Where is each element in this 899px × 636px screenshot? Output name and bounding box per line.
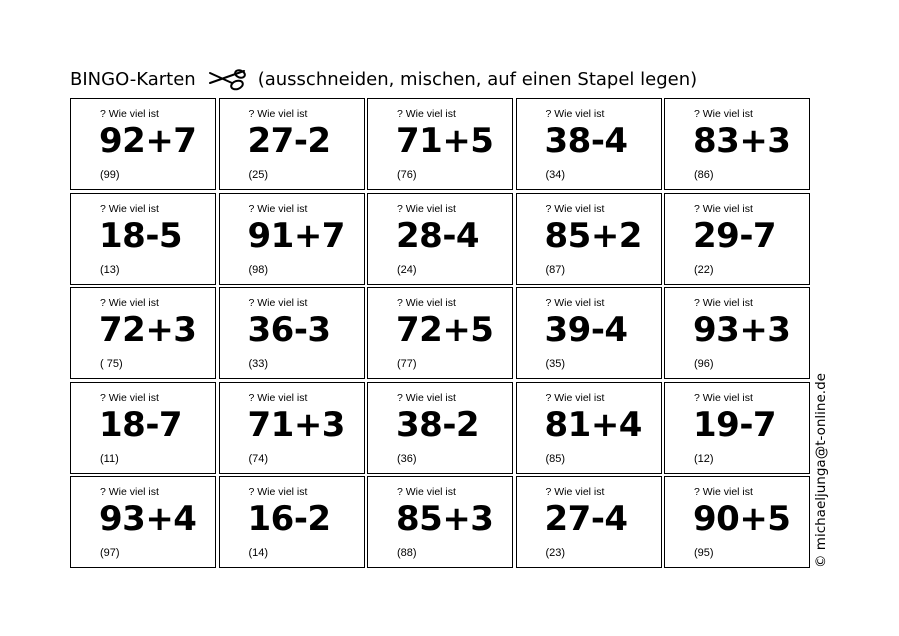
card-expression: 72+5 <box>396 310 494 350</box>
bingo-card <box>664 193 810 285</box>
card-expression: 29-7 <box>693 215 777 256</box>
card-answer: (97) <box>100 547 120 559</box>
bingo-card <box>219 287 365 379</box>
card-expression: 85+3 <box>396 499 494 539</box>
card-answer: (34) <box>545 169 566 181</box>
card-answer: (74) <box>248 452 269 465</box>
card-expression: 27-4 <box>544 499 628 539</box>
card-question: ? Wie viel ist <box>100 108 159 120</box>
card-answer: (12) <box>694 452 714 465</box>
card-answer: (77) <box>397 358 417 370</box>
bingo-card <box>367 193 513 285</box>
card-answer: (13) <box>100 263 120 276</box>
card-expression: 83+3 <box>693 121 791 161</box>
bingo-card <box>219 193 365 285</box>
bingo-card <box>664 476 810 568</box>
page-header <box>70 65 697 93</box>
card-answer: ( 75) <box>100 358 123 370</box>
card-expression: 93+3 <box>693 310 791 350</box>
card-question: ? Wie viel ist <box>100 391 159 404</box>
card-expression: 39-4 <box>544 310 628 350</box>
card-expression: 38-4 <box>544 121 628 161</box>
bingo-card <box>516 193 662 285</box>
card-answer: (86) <box>694 169 714 181</box>
card-answer: (99) <box>100 169 120 181</box>
card-expression: 71+3 <box>247 404 345 445</box>
bingo-card <box>70 382 216 474</box>
page-title: BINGO-Karten <box>70 68 196 90</box>
card-question: ? Wie viel ist <box>545 202 605 215</box>
card-answer: (25) <box>248 169 269 181</box>
card-question: ? Wie viel ist <box>248 202 308 215</box>
bingo-card-grid <box>70 98 810 568</box>
card-expression: 72+3 <box>99 310 197 350</box>
card-question: ? Wie viel ist <box>545 391 605 404</box>
card-expression: 36-3 <box>247 310 331 350</box>
bingo-card <box>219 476 365 568</box>
bingo-card <box>367 98 513 190</box>
bingo-card <box>516 287 662 379</box>
card-expression: 92+7 <box>99 121 197 161</box>
card-question: ? Wie viel ist <box>694 202 753 215</box>
card-expression: 18-5 <box>99 215 183 256</box>
bingo-card <box>516 98 662 190</box>
card-expression: 91+7 <box>247 215 345 256</box>
card-question: ? Wie viel ist <box>397 202 456 215</box>
instructions-text: (ausschneiden, mischen, auf einen Stapel legen) <box>257 68 698 90</box>
card-question: ? Wie viel ist <box>694 486 753 498</box>
card-answer: (95) <box>694 547 714 559</box>
card-question: ? Wie viel ist <box>694 108 753 120</box>
card-answer: (87) <box>545 263 566 276</box>
card-answer: (11) <box>100 452 119 465</box>
card-question: ? Wie viel ist <box>100 486 159 498</box>
bingo-card <box>664 287 810 379</box>
card-question: ? Wie viel ist <box>248 486 308 498</box>
card-question: ? Wie viel ist <box>397 297 456 309</box>
card-answer: (36) <box>397 452 417 465</box>
card-answer: (14) <box>248 547 269 559</box>
card-answer: (24) <box>397 263 417 276</box>
card-expression: 19-7 <box>693 404 777 445</box>
card-answer: (96) <box>694 358 714 370</box>
copyright-text: © michaeljunga@t-online.de <box>813 373 829 568</box>
bingo-card <box>367 287 513 379</box>
card-question: ? Wie viel ist <box>397 486 456 498</box>
bingo-card <box>664 98 810 190</box>
card-question: ? Wie viel ist <box>545 297 605 309</box>
bingo-card <box>70 98 216 190</box>
card-expression: 90+5 <box>693 499 791 539</box>
bingo-card <box>664 382 810 474</box>
bingo-card <box>219 382 365 474</box>
card-question: ? Wie viel ist <box>545 486 605 498</box>
card-expression: 27-2 <box>247 121 331 161</box>
card-question: ? Wie viel ist <box>397 108 456 120</box>
card-expression: 18-7 <box>99 404 183 445</box>
card-question: ? Wie viel ist <box>545 108 605 120</box>
bingo-card <box>367 382 513 474</box>
card-question: ? Wie viel ist <box>100 297 159 309</box>
card-answer: (85) <box>545 452 566 465</box>
card-expression: 85+2 <box>544 215 642 256</box>
bingo-card <box>516 382 662 474</box>
bingo-card <box>367 476 513 568</box>
card-question: ? Wie viel ist <box>694 391 753 404</box>
card-answer: (88) <box>397 547 417 559</box>
scissors-icon <box>208 67 246 91</box>
card-question: ? Wie viel ist <box>248 297 308 309</box>
bingo-card <box>70 287 216 379</box>
card-answer: (22) <box>694 263 714 276</box>
card-answer: (33) <box>248 358 269 370</box>
bingo-card <box>70 476 216 568</box>
card-question: ? Wie viel ist <box>694 297 753 309</box>
card-expression: 38-2 <box>396 404 480 445</box>
bingo-card <box>70 193 216 285</box>
card-question: ? Wie viel ist <box>248 391 308 404</box>
card-answer: (98) <box>248 263 269 276</box>
bingo-card <box>516 476 662 568</box>
card-answer: (35) <box>545 358 566 370</box>
card-expression: 28-4 <box>396 215 480 256</box>
card-answer: (23) <box>545 547 566 559</box>
card-expression: 93+4 <box>99 499 197 539</box>
card-expression: 81+4 <box>544 404 642 445</box>
card-answer: (76) <box>397 169 417 181</box>
card-expression: 16-2 <box>247 499 331 539</box>
card-question: ? Wie viel ist <box>397 391 456 404</box>
card-question: ? Wie viel ist <box>248 108 308 120</box>
card-question: ? Wie viel ist <box>100 202 159 215</box>
bingo-card <box>219 98 365 190</box>
card-expression: 71+5 <box>396 121 494 161</box>
